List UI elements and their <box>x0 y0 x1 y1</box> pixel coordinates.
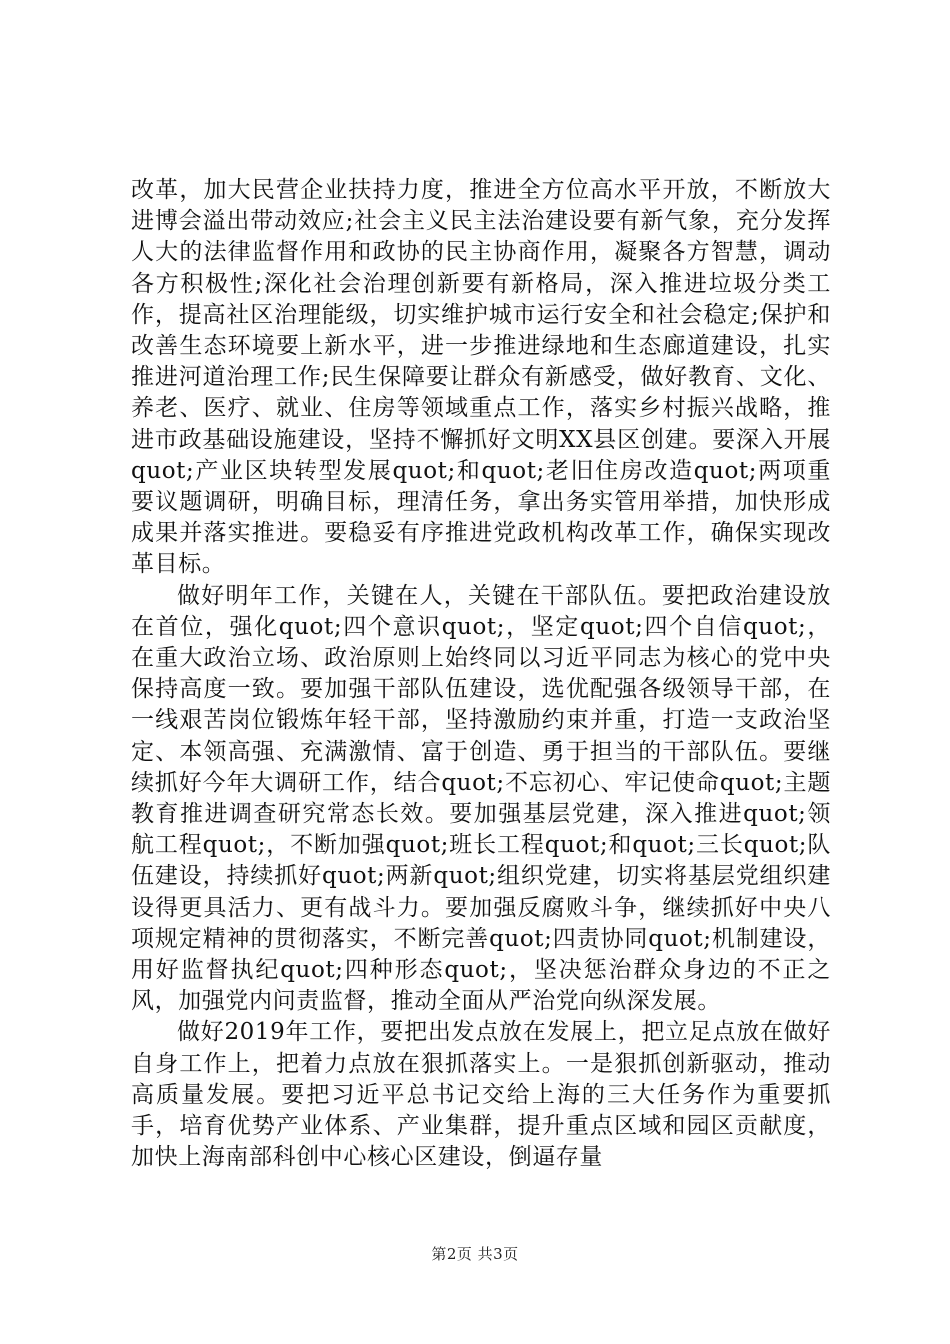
document-body <box>131 175 831 1174</box>
paragraph-2: 做好明年工作，关键在人，关键在干部队伍。要把政治建设放在首位，强化quot;四个意识quot;，坚定quot;四个自信quot;，在重大政治立场、政治原则上始终同以习近平同志为核心的党中央保持高度一致。要加强干部队伍建设，选优配强各级领导干部，在一线艰苦岗位锻炼年轻干部，坚持激励约束并重，打造一支政治坚定、本领高强、充满激情、富于创造、勇于担当的干部队伍。要继续抓好今年大调研工作，结合quot;不忘初心、牢记使命quot;主题教育推进调查研究常态长效。要加强基层党建，深入推进quot;领航工程quot;，不断加强quot;班长工程quot;和quot;三长quot;队伍建设，持续抓好quot;两新quot;组织党建，切实将基层党组织建设得更具活力、更有战斗力。要加强反腐败斗争，继续抓好中央八项规定精神的贯彻落实，不断完善quot;四责协同quot;机制建设，用好监督执纪quot;四种形态quot;，坚决惩治群众身边的不正之风，加强党内问责监督，推动全面从严治党向纵深发展。 <box>131 582 831 1015</box>
page-number-footer: 第2页 共3页 <box>431 1245 519 1263</box>
paragraph-1: 改革，加大民营企业扶持力度，推进全方位高水平开放，不断放大进博会溢出带动效应;社会主义民主法治建设要有新气象，充分发挥人大的法律监督作用和政协的民主协商作用，凝聚各方智慧，调动各方积极性;深化社会治理创新要有新格局，深入推进垃圾分类工作，提高社区治理能级，切实维护城市运行安全和社会稳定;保护和改善生态环境要上新水平，进一步推进绿地和生态廊道建设，扎实推进河道治理工作;民生保障要让群众有新感受，做好教育、文化、养老、医疗、就业、住房等领域重点工作，落实乡村振兴战略，推进市政基础设施建设，坚持不懈抓好文明XX县区创建。要深入开展quot;产业区块转型发展quot;和quot;老旧住房改造quot;两项重要议题调研，明确目标，理清任务，拿出务实管用举措，加快形成成果并落实推进。要稳妥有序推进党政机构改革工作，确保实现改革目标。 <box>131 177 831 578</box>
paragraph-3: 做好2019年工作，要把出发点放在发展上，把立足点放在做好自身工作上，把着力点放在狠抓落实上。一是狠抓创新驱动，推动高质量发展。要把习近平总书记交给上海的三大任务作为重要抓手，培育优势产业体系、产业集群，提升重点区域和园区贡献度，加快上海南部科创中心核心区建设，倒逼存量 <box>131 1019 831 1171</box>
